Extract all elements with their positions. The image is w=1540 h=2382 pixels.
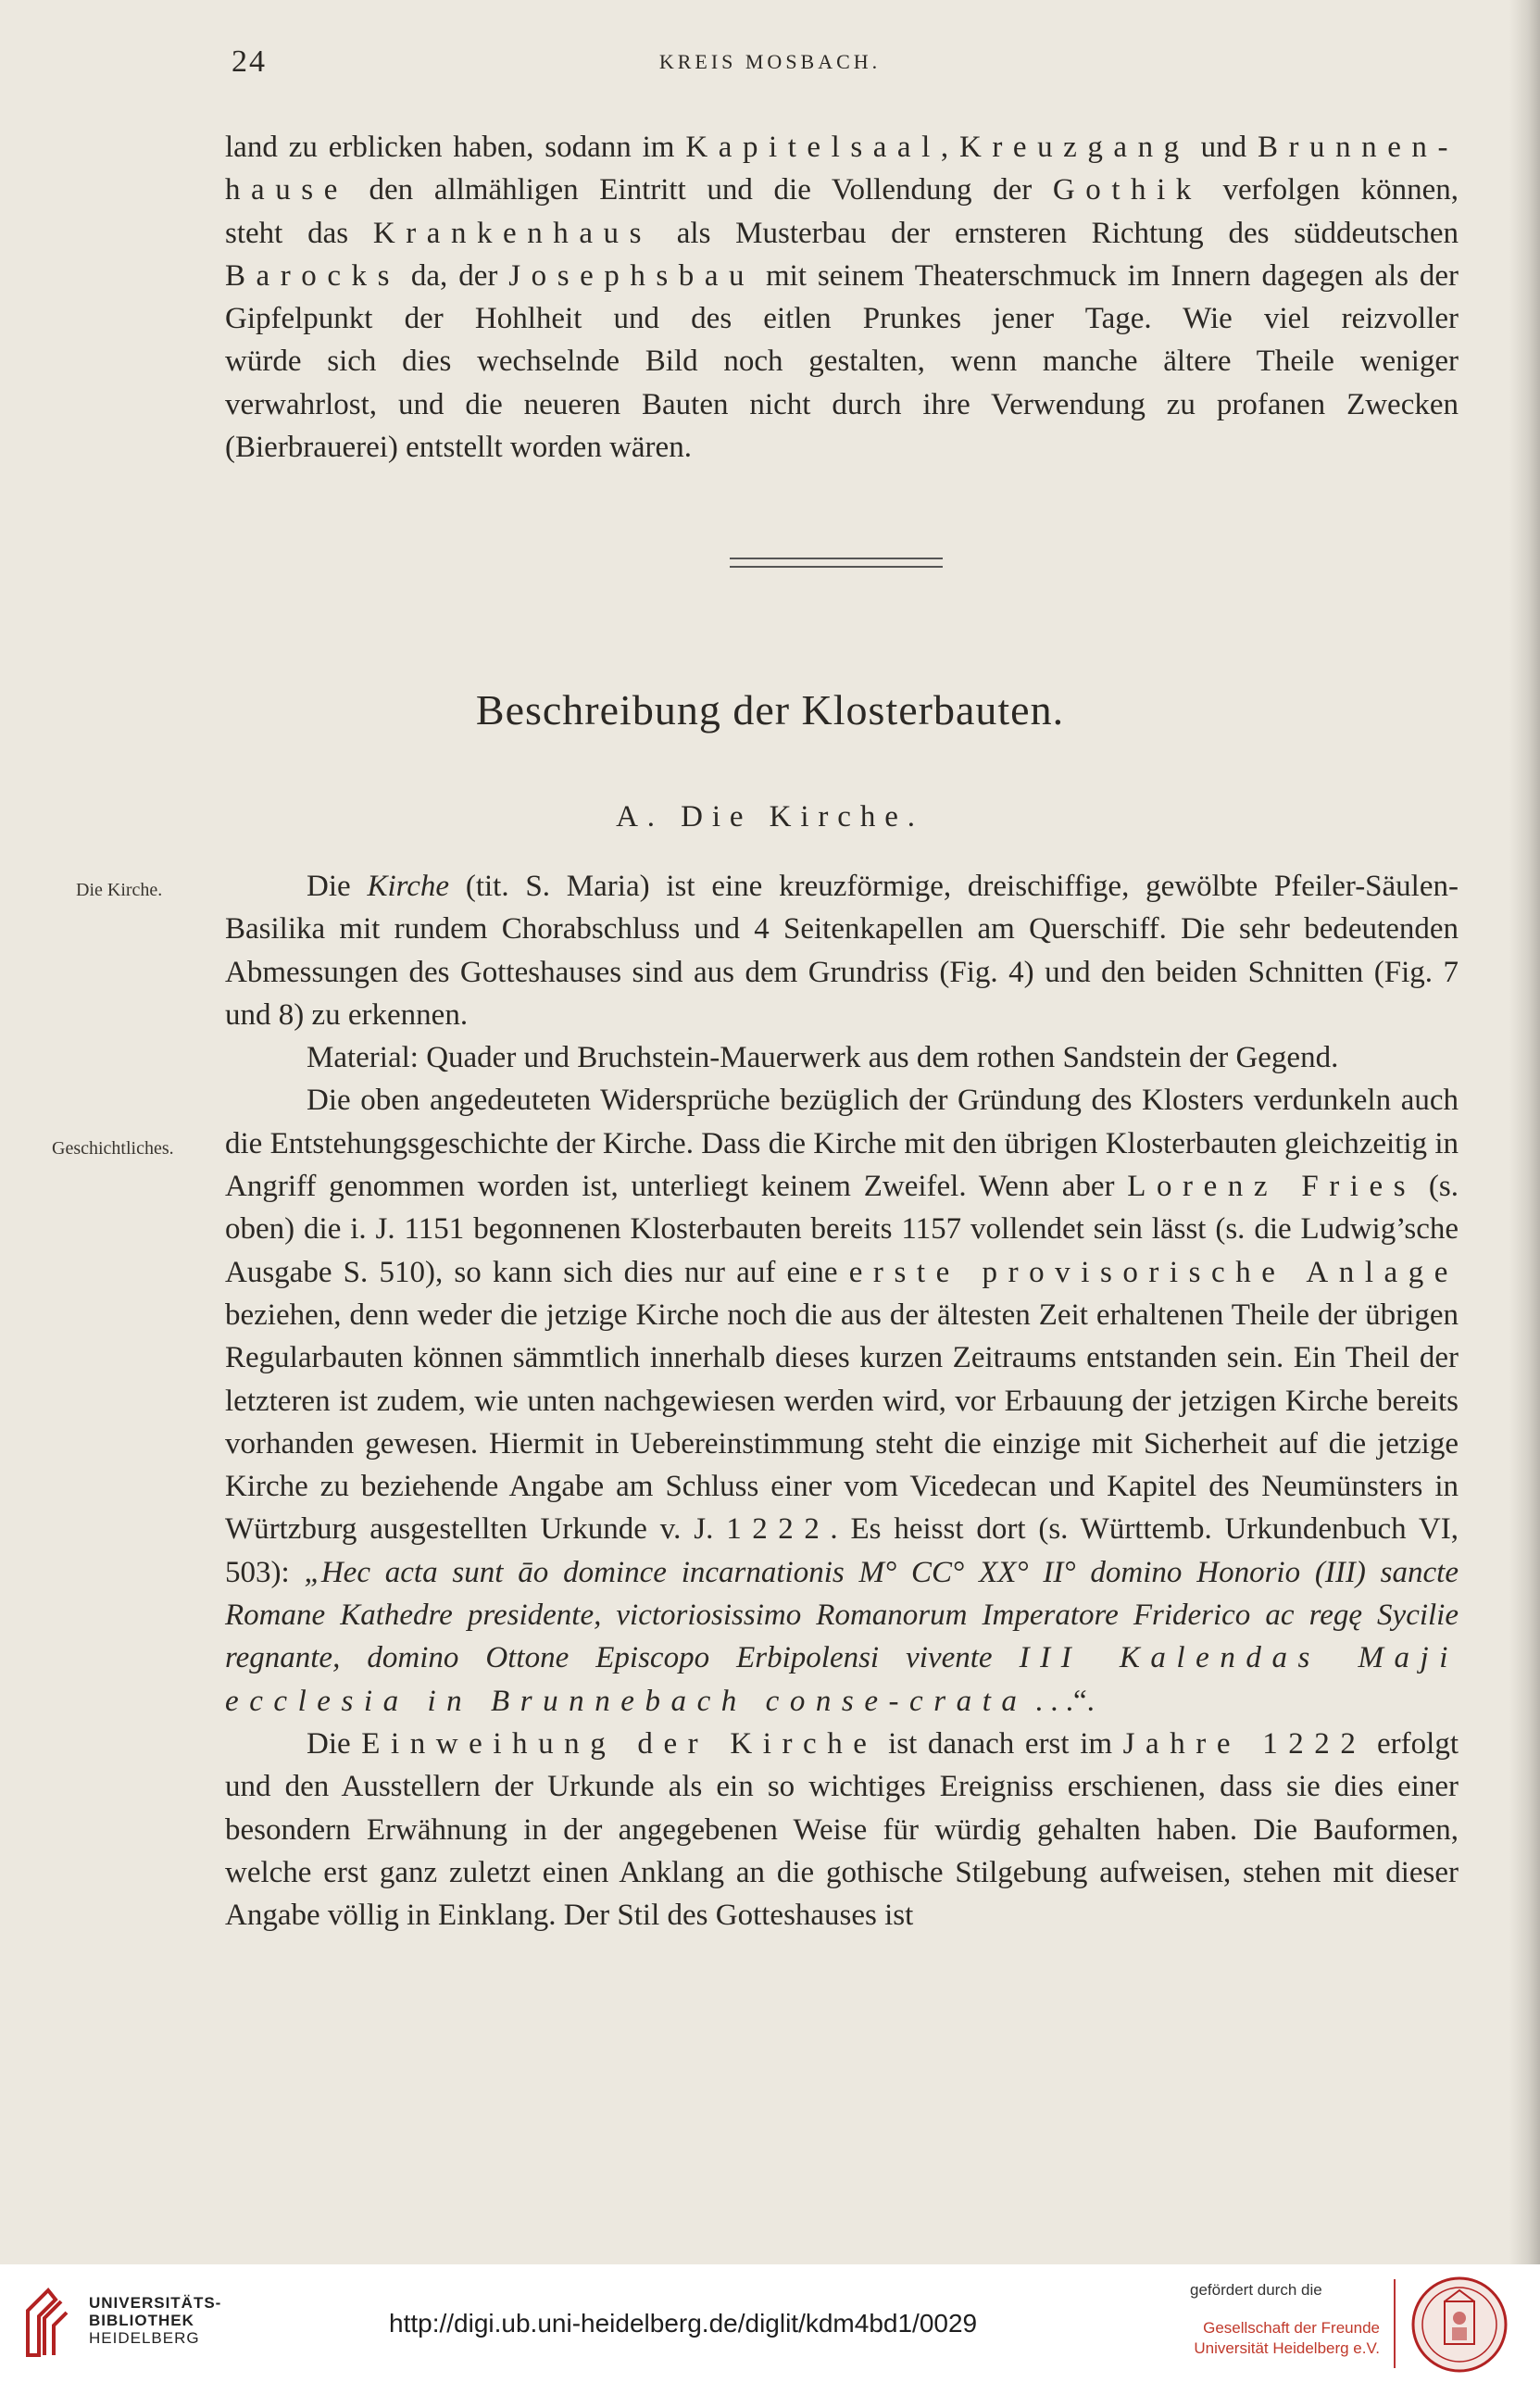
text-line [225,126,1459,169]
text-line [225,255,1459,297]
text-line [225,426,1459,469]
spaced-emphasis-run: Barocks [225,258,400,293]
library-name-line3: HEIDELBERG [89,2329,200,2347]
permalink-url[interactable]: http://digi.ub.uni-heidelberg.de/diglit/kdm4bd1/0029 [389,2309,978,2338]
spaced-emphasis-run: erste provisorische Anlage [848,1255,1459,1289]
paragraph-material [225,1036,1459,1079]
sponsor-divider [1394,2279,1396,2368]
text-run: erfolgt und den Ausstellern der Urkunde als ein so wichtiges Ereigniss erschienen, dass sie dies einer besondern Erwähnung in der angegebenen Weise für würdig gehalten haben. Die Bauformen, welche erst ganz zuletzt einen Anklang an die gothische Stilgebung aufweisen, stehen mit dieser Angabe völlig in Einklang. Der Stil des Gotteshauses ist [225,1726,1459,1933]
text-run: , [940,131,959,164]
margin-note-kirche: Die Kirche. [76,880,163,900]
italic-run: III Kalendas Maji ecclesia in Brunnebach conse-crata [225,1641,1459,1718]
spaced-emphasis-run: 1222 [726,1512,831,1547]
text-run: (tit. S. Maria) ist eine kreuzförmige, dreischiffige, gewölbte Pfeiler-Säulen-Basilika mit rundem Chorabschluss und 4 Seitenkapellen am Querschiff. Die sehr bedeutenden Abmessungen des Gotteshauses sind aus dem Grundriss (Fig. 4) und den beiden Schnitten (Fig. 7 und 8) zu erkennen. [225,870,1459,1032]
sponsor-name-line2: Universität Heidelberg e.V. [1194,2339,1380,2357]
page-edge-shadow [1509,0,1540,2264]
text-run: verfolgen können, [1201,173,1459,207]
text-run: . Es heisst dort (s. Württemb. Urkundenbuch VI, 503): [225,1512,1459,1589]
text-line [225,297,1459,340]
text-run: (s. oben) die i. J. 1151 begonnenen Klosterbauten bereits 1157 vollendet sein lässt (s. die Ludwig’sche Ausgabe S. 510), so kann sich dies nur auf eine [225,1170,1459,1289]
text-run: steht das [225,216,373,250]
text-run: Die [307,1726,362,1761]
sponsor-name [1174,2318,1380,2359]
spaced-emphasis-run: Krankenhaus [372,216,652,250]
text-run: verwahrlost, und die neueren Bauten nicht durch ihre Verwendung zu profanen Zwecken [225,387,1459,421]
spaced-emphasis-run: Kapitelsaal [685,131,941,164]
university-seal-icon [1408,2275,1511,2374]
paragraph-geschichtliches [225,1079,1459,1722]
text-block-kirche [225,865,1459,1937]
page-header [0,44,1540,81]
text-run: Die [307,870,368,903]
paragraph-einweihung [225,1723,1459,1937]
text-run: den allmähligen Eintritt und die Vollendung der [347,173,1053,207]
spaced-emphasis-run: Einweihung der Kirche [361,1726,878,1761]
running-head: KREIS MOSBACH. [658,50,882,73]
section-title: Beschreibung der Klosterbauten. [475,686,1065,733]
text-run: als Musterbau der ernsteren Richtung des süddeutschen [652,216,1459,250]
italic-run: „Hec acta sunt āo domince incarnationis M° CC° XX° II° domino Honorio (III) sancte Romane Kathedre presidente, victoriosissimo Romanorum Imperatore Friderico ac regę Sycilie regnante, domino Ottone Episcopo Erbipolensi vivente [225,1555,1459,1675]
text-run: mit seinem Theaterschmuck im Innern dagegen als der [755,258,1459,293]
text-run: (Bierbrauerei) entstellt worden wären. [225,431,692,465]
paragraph-kirche [225,865,1459,1036]
text-line [225,383,1459,426]
spaced-emphasis-run: Gothik [1052,173,1202,207]
text-run: Gipfelpunkt der Hohlheit und des eitlen Prunkes jener Tage. Wie viel reizvoller [225,302,1459,336]
section-divider-rule [730,558,943,568]
text-line [225,169,1459,211]
spaced-emphasis-run: Josephsbau [508,258,756,293]
footer-bar [0,2264,1540,2382]
spaced-emphasis-run: Kreuzgang [958,131,1190,164]
text-run: würde sich dies wechselnde Bild noch gestalten, wenn manche ältere Theile weniger [225,345,1459,379]
library-name-line1: UNIVERSITÄTS- [89,2294,222,2312]
text-run: Die oben angedeuteten Widersprüche bezüglich der Gründung des Klosters verdunkeln auch die Entstehungsgeschichte der Kirche. Dass die Kirche mit den übrigen Klosterbauten gleichzeitig in Angriff genommen worden ist, unterliegt keinem Zweifel. Wenn aber [225,1084,1459,1204]
spaced-emphasis-run: Brunnen- [1257,131,1459,164]
spaced-emphasis-run: hause [225,173,348,207]
library-name-line2: BIBLIOTHEK [89,2312,194,2329]
library-name [89,2294,221,2347]
spaced-emphasis-run: Lorenz Fries [1127,1170,1417,1204]
subsection-title: A. Die Kirche. [616,800,924,834]
sponsor-name-line1: Gesellschaft der Freunde [1203,2319,1380,2337]
text-line [225,212,1459,255]
text-run: ist danach erst im [877,1726,1123,1761]
text-run: Material: Quader und Bruchstein-Mauerwerk aus dem rothen Sandstein der Gegend. [307,1041,1339,1075]
text-run: land zu erblicken haben, sodann im [225,131,686,164]
text-run: da, der [400,258,509,293]
text-run: und [1189,131,1258,164]
text-run: beziehen, denn weder die jetzige Kirche noch die aus der ältesten Zeit erhaltenen Theile der übrigen Regularbauten können sämmtlich innerhalb dieses kurzen Zeitraums entstanden sein. Ein Theil der letzteren ist zudem, wie unten nachgewiesen werden wird, vor Erbauung der jetzigen Kirche bereits vorhanden gewesen. Hiermit in Uebereinstimmung steht die einzige mit Sicherheit auf die jetzige Kirche zu beziehende Angabe am Schluss einer vom Vicedecan und Kapitel des Neumünsters in Würtzburg ausgestellten Urkunde v. J. [225,1298,1459,1547]
text-block-intro [225,126,1459,469]
italic-run: Kirche [367,870,450,903]
ub-heidelberg-logo-icon [20,2285,72,2359]
sponsor-label: gefördert durch die [1190,2281,1322,2299]
text-line [225,340,1459,382]
spaced-emphasis-run: Jahre 1222 [1122,1726,1367,1761]
page-number: 24 [232,44,267,79]
text-run: . . .“. [1027,1684,1095,1718]
margin-note-geschichtliches: Geschichtliches. [52,1138,174,1159]
